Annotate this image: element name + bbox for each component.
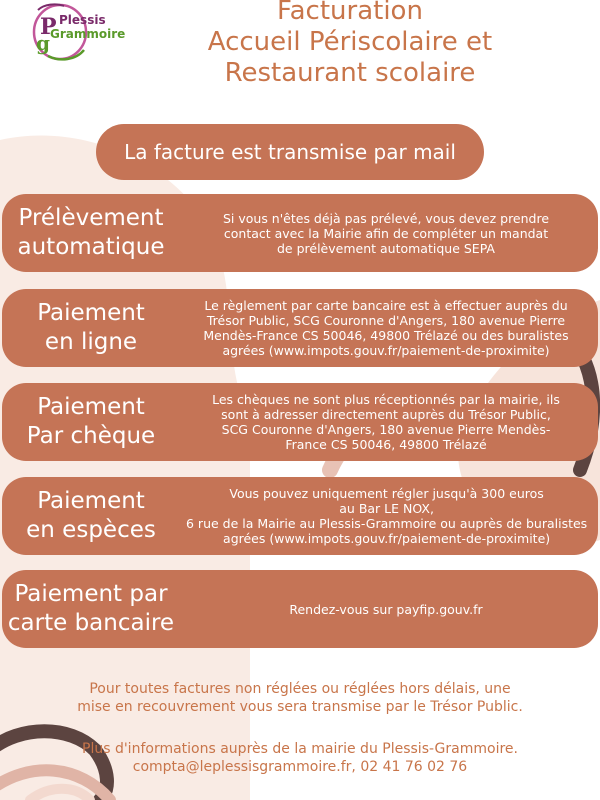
description-line: Rendez-vous sur payfip.gouv.fr bbox=[289, 601, 483, 617]
logo-letter-g: g bbox=[36, 31, 50, 55]
payment-card-label bbox=[2, 204, 180, 262]
payment-card-description bbox=[180, 486, 599, 546]
title-line-3: Restaurant scolaire bbox=[224, 58, 476, 88]
label-line: carte bancaire bbox=[7, 610, 175, 636]
description-line: agrées (www.impots.gouv.fr/paiement-de-proximite) bbox=[223, 531, 551, 546]
description-line: Trésor Public, SCG Couronne d'Angers, 180 avenue Pierre bbox=[206, 313, 566, 328]
page-title bbox=[140, 0, 560, 89]
notice-line: Pour toutes factures non réglées ou réglées hors délais, une bbox=[89, 681, 511, 697]
payment-card-label bbox=[2, 299, 180, 357]
description-line: agrées (www.impots.gouv.fr/paiement-de-proximite) bbox=[222, 343, 550, 358]
description-line: SCG Couronne d'Angers, 180 avenue Pierre Mendès- bbox=[221, 422, 551, 437]
label-line: Paiement bbox=[37, 300, 145, 326]
contact-info bbox=[40, 740, 560, 776]
description-line: sont à adresser directement auprès du Trésor Public, bbox=[221, 407, 551, 422]
description-line: au Bar LE NOX, bbox=[339, 501, 434, 516]
description-line: de prélèvement automatique SEPA bbox=[277, 240, 495, 256]
label-line: en espèces bbox=[26, 517, 156, 543]
payment-card-cash bbox=[2, 477, 598, 555]
description-line: 6 rue de la Mairie au Plessis-Grammoire ou auprès de buralistes bbox=[186, 516, 588, 531]
description-line: contact avec la Mairie afin de compléter un mandat bbox=[223, 225, 549, 241]
payment-card-label bbox=[2, 393, 180, 451]
description-line: France CS 50046, 49800 Trélazé bbox=[285, 437, 487, 452]
label-line: Paiement par bbox=[14, 581, 168, 607]
contact-line: Plus d'informations auprès de la mairie du Plessis-Grammoire. bbox=[82, 741, 518, 757]
late-payment-notice bbox=[40, 680, 560, 716]
label-line: Paiement bbox=[37, 488, 145, 514]
invoice-mail-banner: La facture est transmise par mail bbox=[96, 124, 484, 180]
logo-word-plessis: Plessis bbox=[59, 13, 106, 27]
logo-word-grammoire: Grammoire bbox=[50, 27, 126, 41]
label-line: Paiement bbox=[37, 394, 145, 420]
payment-card-cheque bbox=[2, 383, 598, 461]
payment-card-bank-card bbox=[2, 570, 598, 648]
label-line: automatique bbox=[17, 234, 165, 260]
label-line: en ligne bbox=[44, 329, 138, 355]
description-line: Vous pouvez uniquement régler jusqu'à 300 euros bbox=[229, 486, 544, 501]
title-line-2: Accueil Périscolaire et bbox=[207, 27, 493, 57]
description-line: Mendès-France CS 50046, 49800 Trélazé ou des buralistes bbox=[203, 328, 569, 343]
payment-card-online bbox=[2, 289, 598, 367]
payment-card-description bbox=[180, 392, 598, 452]
payment-card-direct-debit bbox=[2, 194, 598, 272]
payment-card-description bbox=[180, 602, 598, 617]
label-line: Par chèque bbox=[26, 423, 156, 449]
title-line-1: Facturation bbox=[277, 0, 423, 26]
description-line: Si vous n'êtes déjà pas prélevé, vous devez prendre bbox=[222, 210, 550, 226]
notice-line: mise en recouvrement vous sera transmise par le Trésor Public. bbox=[77, 699, 523, 715]
logo-letter-p: P bbox=[40, 14, 57, 40]
description-line: Le règlement par carte bancaire est à effectuer auprès du bbox=[204, 298, 568, 313]
payment-card-label bbox=[2, 487, 180, 545]
payment-card-description bbox=[180, 298, 598, 358]
payment-card-label bbox=[2, 580, 180, 638]
description-line: Les chèques ne sont plus réceptionnés par la mairie, ils bbox=[212, 392, 560, 407]
payment-card-description bbox=[180, 211, 598, 256]
label-line: Prélèvement bbox=[18, 205, 164, 231]
contact-email-phone: compta@leplessisgrammoire.fr, 02 41 76 02 76 bbox=[132, 759, 468, 775]
plessis-grammoire-logo bbox=[20, 2, 126, 64]
